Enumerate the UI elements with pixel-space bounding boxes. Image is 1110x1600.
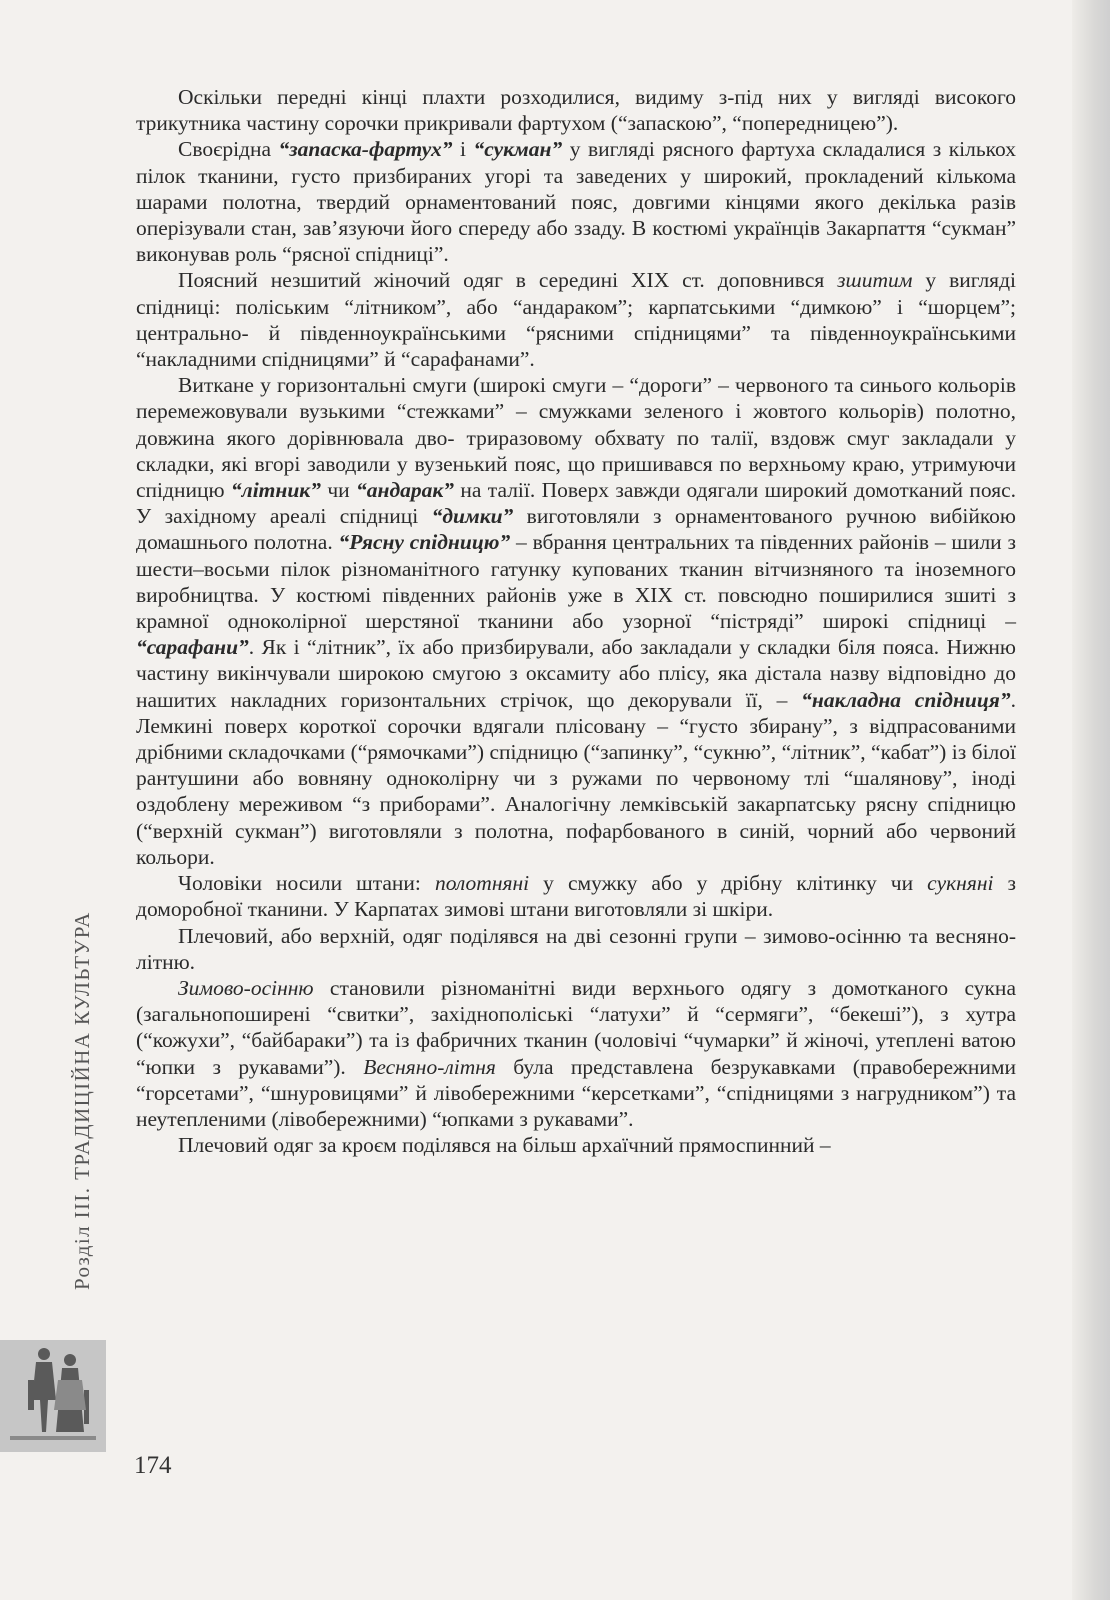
- body-text: [136, 84, 1016, 1158]
- paragraph-4: Виткане у горизонтальні смуги (широкі смуги – “дороги” – червоного та синього кольорів перемежовували вузькими “стежками” – смужками зеленого і жовтого кольорів) полотно, довжина якого дорівнювала дво- триразовому обхвату по талії, вздовж смуг закладали у складки, які вгорі заводили у вузенький пояс, що пришивався по верхньому краю, утримуючи спідницю “літник” чи “андарак” на талії. Поверх завжди одягали широкий домотканий пояс. У західному ареалі спідниці “димки” виготовляли з орнаментованого ручною вибійкою домашнього полотна. “Рясну спідницю” – вбрання центральних та південних районів – шили з шести–восьми пілок різноманітного гатунку купованих тканин вітчизняного та іноземного виробництва. У костюмі південних районів уже в XIX ст. повсюдно поширилися зшиті з крамної одноколірної шерстяної тканини або узорної “пістряді” широкі спідниці – “сарафани”. Як і “літник”, їх або призбирували, або закладали у складки біля пояса. Нижню частину викінчували широкою смугою з оксамиту або плісу, яка дістала назву відповідно до нашитих накладних горизонтальних стрічок, що декорували її, – “накладна спідниця”. Лемкині поверх короткої сорочки вдягали плісовану – “густо збирану”, з відпрасованими дрібними складочками (“рямочками”) спідницю (“запинку”, “сукню”, “літник”, “кабат”) із білої рантушини або вовняну одноколірну чи з ружами по червоному тлі “шалянову”, іноді оздоблену мереживом “з приборами”. Аналогічну лемківській закарпатську рясну спідницю (“верхній сукман”) виготовляли з полотна, пофарбованого в синій, чорний або червоний кольори.: [136, 373, 1017, 869]
- term-riasna: “Рясну спідницю”: [338, 530, 511, 555]
- term-sukman: “сукман”: [473, 137, 563, 162]
- paragraph-3: Поясний незшитий жіночий одяг в середині XIX ст. доповнився зшитим у вигляді спідниці: поліським “літником”, або “андараком”; карпатськими “димкою” і “шорцем”; центрально- й південноукраїнськими “рясними спідницями” та південноукраїнськими “накладними спідницями” й “сарафанами”.: [136, 268, 1016, 372]
- term-dymky: “димки”: [431, 504, 514, 529]
- page-number: 174: [134, 1452, 172, 1479]
- term-sukniani: сукняні: [927, 871, 994, 896]
- folk-figures-illustration: [0, 1340, 106, 1452]
- term-nakladna: “накладна спідниця”: [801, 687, 1011, 712]
- paragraph-1: Оскільки передні кінці плахти розходилися, видиму з-під них у вигляді високого трикутника частину сорочки прикривали фартухом (“запаскою”, “попередницею”).: [136, 85, 1016, 136]
- page-edge-shadow: [1072, 0, 1110, 1600]
- paragraph-5: Чоловіки носили штани: полотняні у смужку або у дрібну клітинку чи сукняні з доморобної тканини. У Карпатах зимові штани виготовляли зі шкіри.: [136, 871, 1017, 922]
- term-litnyk: “літник”: [230, 478, 321, 503]
- paragraph-7: Зимово-осінню становили різноманітні види верхнього одягу з домотканого сукна (загальнопоширені “свитки”, західнополіські “латухи” й “сермяги”, “бекеші”), з хутра (“кожухи”, “байбараки”) та із фабричних тканин (чоловічі “чумарки” й жіночі, утеплені ватою “юпки з рукавами”). Весняно-літня була представлена безрукавками (правобережними “горсетами”, “шнуровицями” й лівобережними “керсетками”, “спідницями з нагрудником”) та неутепленими (лівобережними) “юпками з рукавами”.: [136, 975, 1016, 1131]
- term-andarak: “андарак”: [356, 478, 455, 503]
- paragraph-6: Плечовий, або верхній, одяг поділявся на дві сезонні групи – зимово-осінню та весняно-літню.: [136, 923, 1016, 974]
- term-zshytym: зшитим: [837, 268, 913, 293]
- term-zymovo-osinniu: Зимово-осінню: [178, 975, 314, 1000]
- paragraph-2: Своєрідна “запаска-фартух” і “сукман” у вигляді рясного фартуха складалися з кількох пілок тканини, густо призбираних угорі та заведених у широкий, прокладений кількома шарами полотна, твердий орнаментований пояс, довгими кінцями якого декілька разів оперізували стан, зав’язуючи його спереду або ззаду. В костюмі українців Закарпаття “сукман” виконував роль “рясної спідниці”.: [136, 137, 1016, 267]
- term-sarafany: “сарафани”: [136, 635, 249, 660]
- term-zapaska: “запаска-фартух”: [278, 137, 453, 162]
- folk-figures-icon: [0, 1340, 106, 1452]
- paragraph-8: Плечовий одяг за кроєм поділявся на більш архаїчний прямоспинний –: [178, 1133, 831, 1158]
- term-polotniani: полотняні: [434, 871, 530, 896]
- section-title-vertical: Розділ III. ТРАДИЦІЙНА КУЛЬТУРА: [70, 911, 94, 1290]
- term-vesniano-litnia: Весняно-літня: [363, 1054, 496, 1079]
